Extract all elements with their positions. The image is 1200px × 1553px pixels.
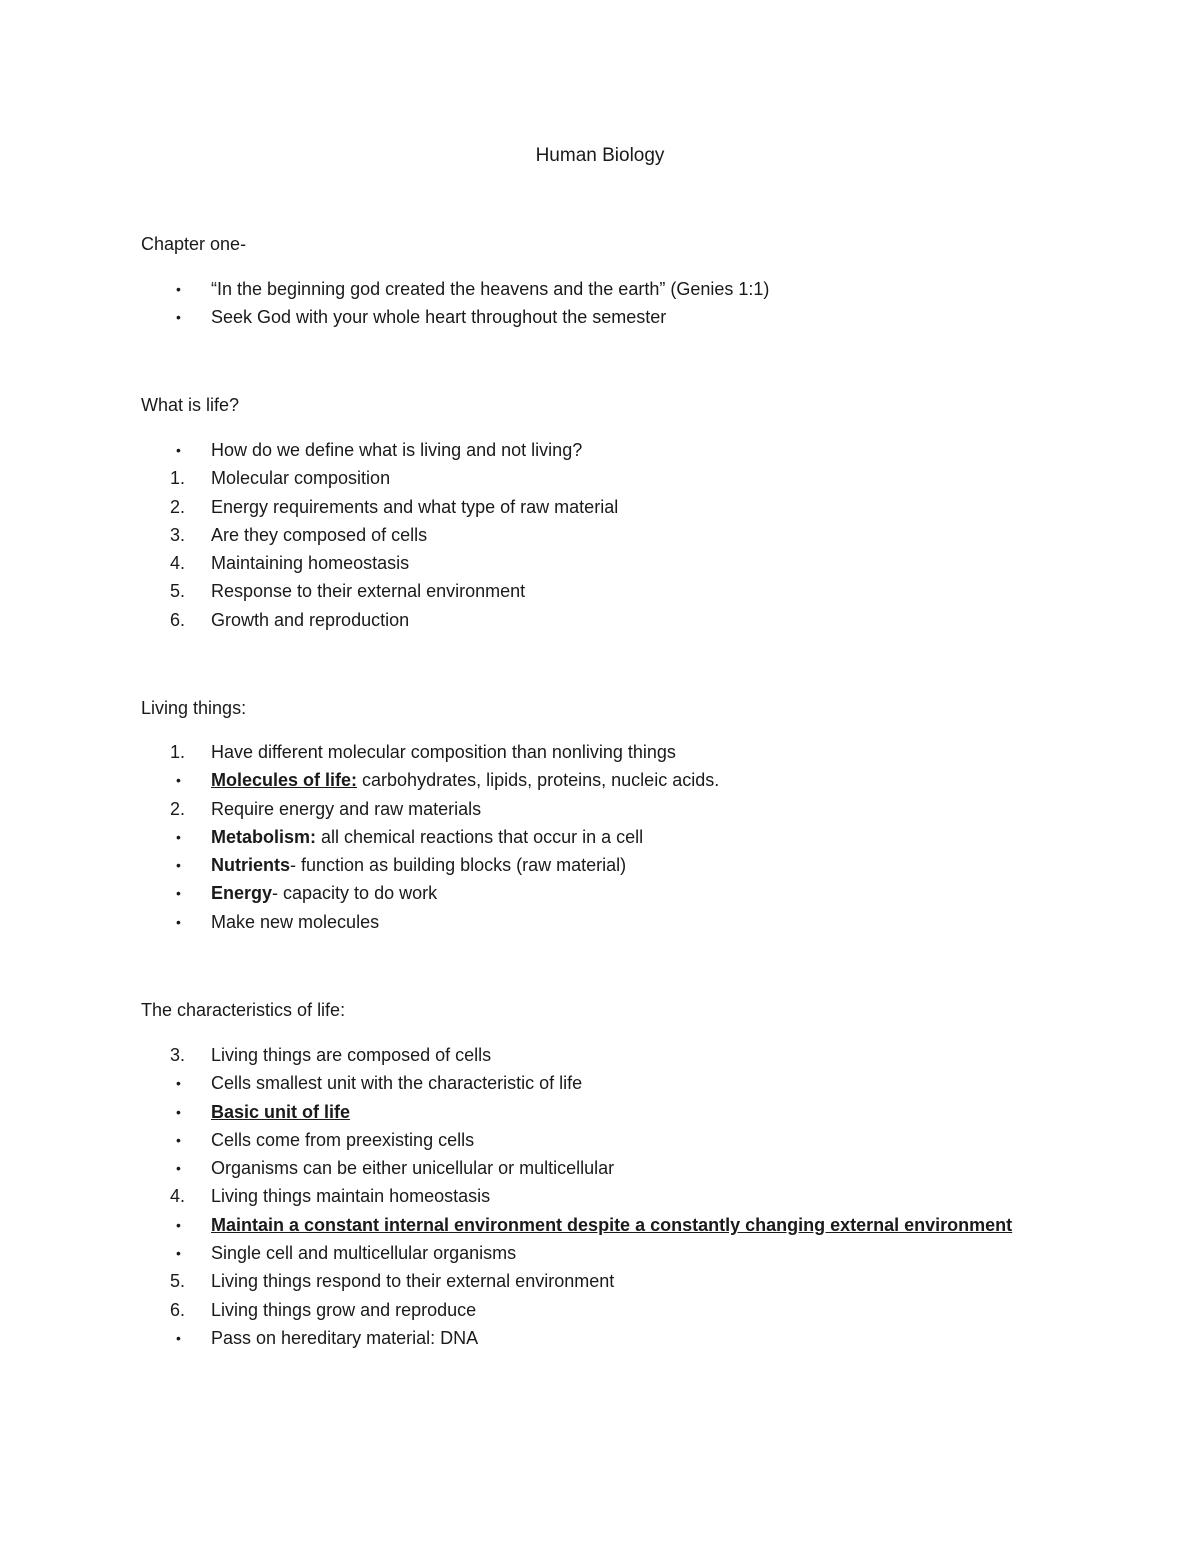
list-item-text: [211, 277, 769, 301]
list-item-text: [211, 466, 390, 490]
list-item-text: [211, 1156, 614, 1180]
list-item-text: [211, 1326, 478, 1350]
number-marker: 3.: [170, 1045, 186, 1065]
bullet-marker: •: [176, 1103, 181, 1120]
bullet-marker: •: [176, 828, 181, 845]
bullet-marker: •: [176, 281, 181, 297]
number-marker: 4.: [170, 1186, 186, 1207]
text-run: Cells smallest unit with the characteristic of life: [211, 1073, 583, 1094]
number-marker: 3.: [170, 524, 186, 545]
emphasized-text: Nutrients: [211, 855, 291, 876]
list-item-text: [211, 768, 719, 792]
number-marker: 2.: [170, 496, 186, 517]
list-item-text: [211, 579, 525, 603]
emphasized-text: Basic unit of life: [211, 1101, 351, 1122]
list-item-text: [211, 1128, 474, 1152]
text-run: Make new molecules: [211, 911, 380, 932]
emphasized-text: Metabolism:: [211, 826, 317, 847]
list-item-text: [211, 825, 643, 849]
list-item-text: [211, 305, 666, 329]
number-marker: 5.: [170, 1271, 186, 1292]
text-run: Cells come from preexisting cells: [211, 1129, 475, 1150]
text-run: Are they composed of cells: [211, 524, 428, 545]
list-item-text: [211, 910, 379, 934]
bullet-marker: •: [176, 1075, 181, 1092]
text-run: Molecular composition: [211, 468, 391, 489]
emphasized-text: Molecules of life:: [211, 770, 358, 791]
bullet-marker: •: [176, 442, 181, 458]
section-heading-chapter-one: Chapter one-: [141, 234, 247, 254]
text-run: Living things are composed of cells: [211, 1045, 492, 1065]
text-run: Have different molecular composition than nonliving things: [211, 742, 676, 762]
text-run: Maintaining homeostasis: [211, 553, 410, 574]
list-item-text: [211, 1241, 516, 1265]
text-run: How do we define what is living and not living?: [211, 440, 583, 460]
number-marker: 1.: [170, 742, 186, 762]
document-title: Human Biology: [535, 145, 665, 166]
text-run: Response to their external environment: [211, 581, 526, 602]
list-item-text: [211, 1298, 476, 1322]
bullet-marker: •: [176, 772, 181, 789]
number-marker: 6.: [170, 609, 186, 630]
text-run: - function as building blocks (raw material): [290, 855, 627, 876]
list-item-text: [211, 608, 409, 632]
list-item-text: [211, 438, 582, 462]
list-item-text: [211, 853, 626, 877]
section-heading-living-things: Living things:: [141, 698, 247, 718]
emphasized-text: Maintain a constant internal environment despite a constantly changing external environment: [211, 1214, 1013, 1235]
text-run: Organisms can be either unicellular or multicellular: [211, 1158, 615, 1179]
text-run: Seek God with your whole heart throughout the semester: [211, 307, 667, 328]
emphasized-text: Energy: [211, 883, 273, 904]
list-item-text: [211, 1269, 614, 1293]
bullet-marker: •: [176, 1160, 181, 1177]
list-item-text: [211, 495, 618, 519]
bullet-marker: •: [176, 1216, 181, 1233]
bullet-marker: •: [176, 1245, 181, 1262]
bullet-marker: •: [176, 885, 181, 902]
text-run: all chemical reactions that occur in a cell: [316, 826, 644, 847]
list-item-text: [211, 881, 437, 905]
list-item-text: [211, 1043, 491, 1067]
number-marker: 2.: [170, 798, 186, 819]
bullet-marker: •: [176, 1131, 181, 1148]
text-run: carbohydrates, lipids, proteins, nucleic acids.: [357, 770, 720, 791]
text-run: Living things maintain homeostasis: [211, 1186, 491, 1207]
list-item-text: [211, 1100, 350, 1124]
number-marker: 5.: [170, 581, 186, 602]
list-item-text: [211, 1184, 490, 1208]
text-run: - capacity to do work: [272, 883, 438, 904]
list-item-text: [211, 1071, 582, 1095]
list-item-text: [211, 551, 409, 575]
number-marker: 6.: [170, 1299, 186, 1320]
text-run: “In the beginning god created the heavens and the earth” (Genies 1:1): [211, 279, 770, 299]
text-run: Living things grow and reproduce: [211, 1299, 477, 1320]
list-item-text: [211, 1213, 1012, 1237]
text-run: Pass on hereditary material: DNA: [211, 1327, 479, 1348]
text-run: Living things respond to their external environment: [211, 1271, 615, 1292]
bullet-marker: •: [176, 309, 181, 326]
text-run: Growth and reproduction: [211, 609, 410, 630]
number-marker: 4.: [170, 553, 186, 574]
bullet-marker: •: [176, 913, 181, 930]
number-marker: 1.: [170, 468, 186, 489]
list-item-text: [211, 740, 676, 764]
text-run: Require energy and raw materials: [211, 798, 482, 819]
bullet-marker: •: [176, 1329, 181, 1346]
section-heading-what-is-life: What is life?: [141, 395, 240, 415]
text-run: Energy requirements and what type of raw material: [211, 496, 619, 517]
section-heading-characteristics: The characteristics of life:: [141, 1000, 346, 1020]
list-item-text: [211, 523, 427, 547]
text-run: Single cell and multicellular organisms: [211, 1243, 517, 1264]
list-item-text: [211, 797, 481, 821]
bullet-marker: •: [176, 857, 181, 874]
